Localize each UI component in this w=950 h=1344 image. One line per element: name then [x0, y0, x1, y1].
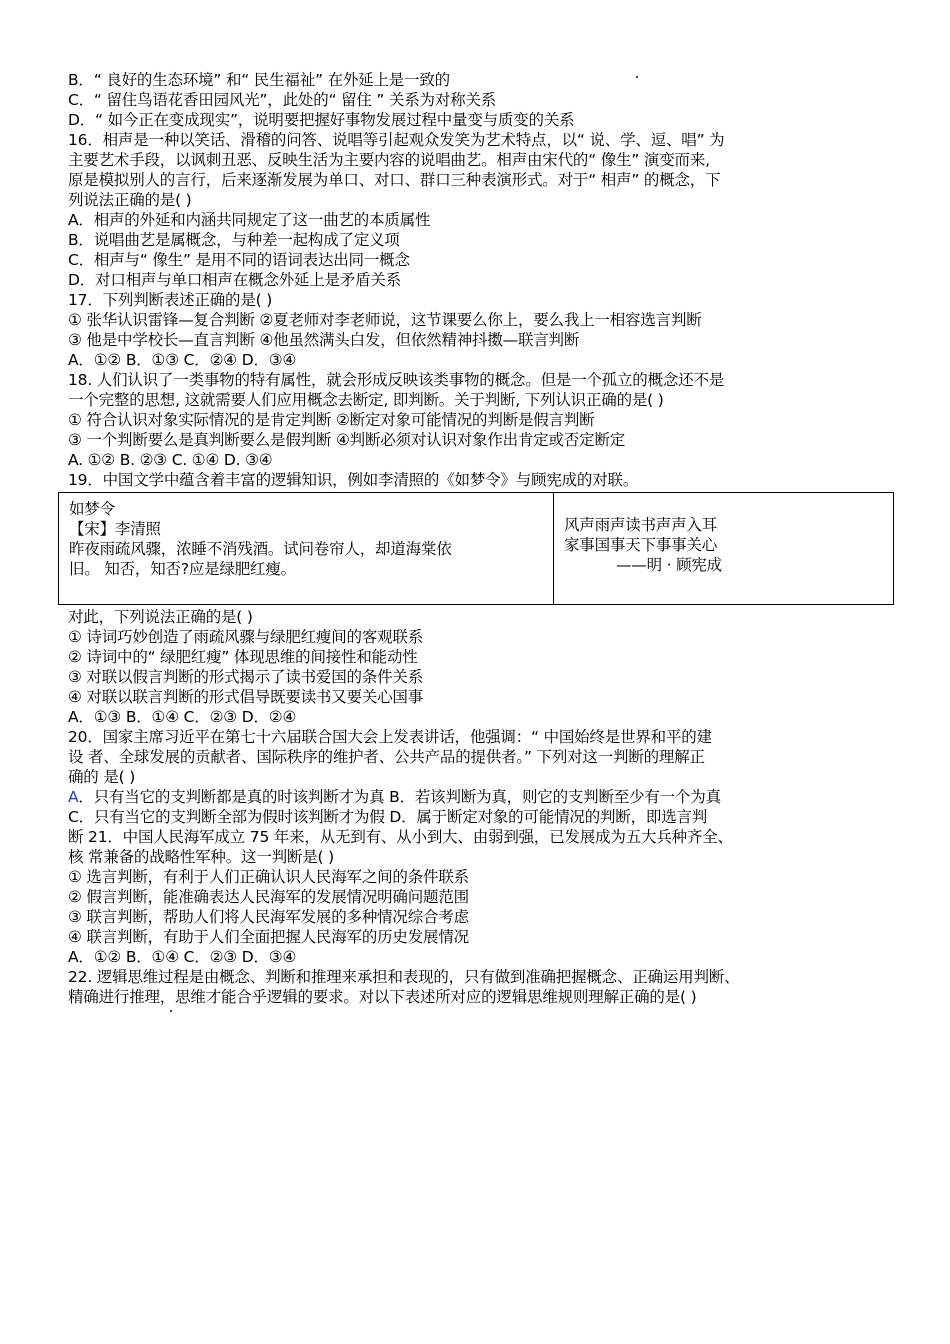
text-line: ③ 对联以假言判断的形式揭示了读书爱国的条件关系: [68, 668, 424, 686]
text-line: A. ①② B. ②③ C. ①④ D. ③④: [68, 451, 273, 469]
text-line: ——明 · 顾宪成: [616, 556, 722, 574]
text-line: D．对口相声与单口相声在概念外延上是矛盾关系: [68, 271, 402, 289]
poem-table: [58, 492, 894, 605]
text-line: C．只有当它的支判断全部为假时该判断才为假 D．属于断定对象的可能情况的判断，即选言判: [68, 808, 708, 826]
text-line: B．“ 良好的生态环境” 和“ 民生福祉” 在外延上是一致的: [68, 71, 450, 89]
text-line: 原是模拟别人的言行，后来逐渐发展为单口、对口、群口三种表演形式。对于“ 相声” 的概念，下: [68, 171, 721, 189]
text-line: 精确进行推理，思维才能合乎逻辑的要求。对以下表述所对应的逻辑思维规则理解正确的是( ): [68, 988, 697, 1006]
text-line: 16．相声是一种以笑话、滑稽的问答、说唱等引起观众发笑为艺术特点，以“ 说、学、逗、唱” 为: [68, 131, 725, 149]
text-line: 一个完整的思想, 这就需要人们应用概念去断定, 即判断。关于判断, 下列认识正确的是( ): [68, 391, 664, 409]
text-line: 19．中国文学中蕴含着丰富的逻辑知识，例如李清照的《如梦令》与顾宪成的对联。: [68, 471, 639, 489]
text-line: 确的 是( ): [68, 768, 136, 786]
text-line: 家事国事天下事事关心: [564, 536, 718, 554]
text-line: ④ 联言判断，有助于人们全面把握人民海军的历史发展情况: [68, 928, 469, 946]
text-line: 断 21．中国人民海军成立 75 年来，从无到有、从小到大、由弱到强，已发展成为五大兵种齐全、: [68, 828, 733, 846]
text-line: A．①② B．①③ C．②④ D．③④: [68, 351, 297, 369]
text-line: 风声雨声读书声声入耳: [564, 516, 718, 534]
text-line: 核 常兼备的战略性军种。这一判断是( ): [68, 848, 334, 866]
option-a-b-text: ．只有当它的支判断都是真的时该判断才为真 B．若该判断为真，则它的支判断至少有一个为真: [78, 788, 721, 806]
stray-dot: [170, 1010, 172, 1012]
stray-dot: [636, 76, 638, 78]
text-line: D．“ 如今正在变成现实”，说明要把握好事物发展过程中量变与质变的关系: [68, 111, 575, 129]
text-line: 如梦令: [69, 500, 115, 518]
text-line: ① 张华认识雷锋—复合判断 ②夏老师对李老师说，这节课要么你上，要么我上一相容选言判断: [68, 311, 702, 329]
text-line: ① 选言判断，有利于人们正确认识人民海军之间的条件联系: [68, 868, 469, 886]
couplet-cell: [554, 493, 893, 604]
text-line: 主要艺术手段，以讽刺丑恶、反映生活为主要内容的说唱曲艺。相声由宋代的“ 像生” 演变而来,: [68, 151, 710, 169]
text-line: ② 假言判断，能准确表达人民海军的发展情况明确问题范围: [68, 888, 469, 906]
text-line: 昨夜雨疏风骤，浓睡不消残酒。试问卷帘人，却道海棠依: [69, 540, 452, 558]
text-line: 列说法正确的是( ): [68, 191, 192, 209]
question-content: [68, 70, 894, 1007]
text-line: 旧。 知否，知否?应是绿肥红瘦。: [69, 560, 296, 578]
text-line: B．说唱曲艺是属概念，与种差一起构成了定义项: [68, 231, 400, 249]
text-line: A．①③ B．①④ C．②③ D．②④: [68, 708, 297, 726]
text-line: 20．国家主席习近平在第七十六届联合国大会上发表讲话，他强调：“ 中国始终是世界和平的建: [68, 728, 712, 746]
text-line: ③ 一个判断要么是真判断要么是假判断 ④判断必须对认识对象作出肯定或否定断定: [68, 431, 626, 449]
text-line: 18. 人们认识了一类事物的特有属性，就会形成反映该类事物的概念。但是一个孤立的概念还不是: [68, 371, 725, 389]
text-line: ② 诗词中的“ 绿肥红瘦” 体现思维的间接性和能动性: [68, 648, 418, 666]
text-line: 对此，下列说法正确的是( ): [68, 608, 253, 626]
questions-15-19: [68, 70, 894, 490]
text-line: ④ 对联以联言判断的形式倡导既要读书又要关心国事: [68, 688, 424, 706]
question-20-option-a-b: [68, 787, 894, 807]
text-line: 22. 逻辑思维过程是由概念、判断和推理来承担和表现的，只有做到准确把握概念、正确运用判断、: [68, 968, 740, 986]
text-line: 设 者、全球发展的贡献者、国际秩序的维护者、公共产品的提供者。” 下列对这一判断的理解正: [68, 748, 705, 766]
text-line: A．①② B．①④ C．②③ D．③④: [68, 948, 297, 966]
text-line: ③ 他是中学校长—直言判断 ④他虽然满头白发，但依然精神抖擞—联言判断: [68, 331, 580, 349]
text-line: C．相声与“ 像生” 是用不同的语词表达出同一概念: [68, 251, 410, 269]
text-line: C．“ 留住鸟语花香田园风光”，此处的“ 留住 ” 关系为对称关系: [68, 91, 497, 109]
text-line: 【宋】李清照: [69, 520, 161, 538]
text-line: 17．下列判断表述正确的是( ): [68, 291, 273, 309]
text-line: ③ 联言判断，帮助人们将人民海军发展的多种情况综合考虑: [68, 908, 469, 926]
text-line: ① 符合认识对象实际情况的是肯定判断 ②断定对象可能情况的判断是假言判断: [68, 411, 595, 429]
text-line: ① 诗词巧妙创造了雨疏风骤与绿肥红瘦间的客观联系: [68, 628, 424, 646]
questions-19-20: [68, 607, 894, 787]
option-letter-a: A: [68, 788, 79, 806]
questions-20-22: [68, 807, 894, 1007]
poem-ru-meng-ling-cell: [59, 493, 554, 604]
text-line: A．相声的外延和内涵共同规定了这一曲艺的本质属性: [68, 211, 431, 229]
